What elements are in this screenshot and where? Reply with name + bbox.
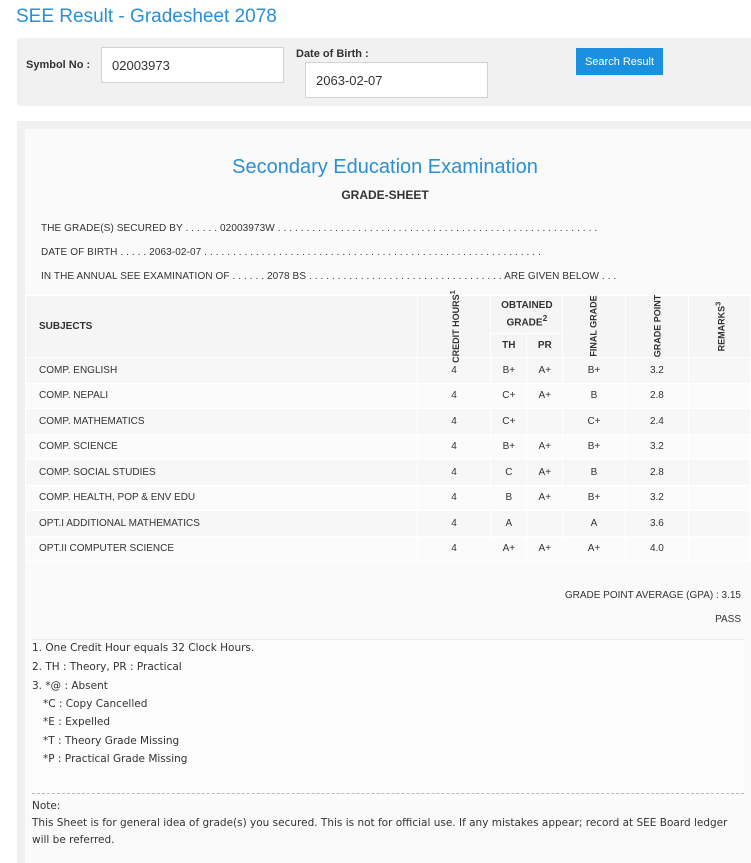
search-panel (17, 38, 751, 106)
remarks-cell (689, 434, 751, 460)
grade-point-cell: 4.0 (625, 536, 689, 562)
credit-cell: 4 (417, 536, 491, 562)
grade-point-header-text: GRADE POINT (651, 294, 662, 358)
table-row (26, 460, 751, 486)
gradesheet (25, 129, 751, 863)
grade-point-header (625, 296, 689, 358)
th-grade-cell: C (491, 460, 527, 486)
remarks-cell (689, 536, 751, 562)
subject-cell: OPT.I ADDITIONAL MATHEMATICS (26, 511, 418, 537)
grade-point-cell: 3.2 (625, 434, 689, 460)
search-result-button[interactable]: Search Result (576, 48, 663, 75)
subject-cell: OPT.II COMPUTER SCIENCE (26, 536, 418, 562)
footnote-copy-cancelled: *C : Copy Cancelled (43, 698, 148, 710)
subject-cell: COMP. MATHEMATICS (26, 409, 418, 435)
pr-grade-cell: A+ (527, 460, 563, 486)
pr-grade-cell: A+ (527, 383, 563, 409)
dob-input[interactable] (305, 62, 488, 98)
grade-point-cell: 2.8 (625, 383, 689, 409)
pr-grade-cell: A+ (527, 358, 563, 384)
subject-cell: COMP. HEALTH, POP & ENV EDU (26, 485, 418, 511)
credit-cell: 4 (417, 511, 491, 537)
table-row (26, 358, 751, 384)
th-grade-cell: B+ (491, 358, 527, 384)
note-title: Note: (32, 800, 61, 812)
subject-cell: COMP. NEPALI (26, 383, 418, 409)
page-title: SEE Result - Gradesheet 2078 (16, 6, 277, 27)
pr-grade-cell (527, 409, 563, 435)
info-line-dob: DATE OF BIRTH . . . . . 2063-02-07 . . . . . . . . . . . . . . . . . . . . . . . . . . . . . . . . . . . . . . . . . . . . . . . . . . . . . . . . . . . (41, 247, 541, 258)
grade-point-cell: 2.4 (625, 409, 689, 435)
footnote-absent: 3. *@ : Absent (32, 680, 108, 692)
remarks-cell (689, 383, 751, 409)
credit-hours-sup: 1 (447, 289, 457, 294)
remarks-cell (689, 409, 751, 435)
th-grade-cell: C+ (491, 409, 527, 435)
info-line-secured-by: THE GRADE(S) SECURED BY . . . . . . 02003973W . . . . . . . . . . . . . . . . . . . . . . . . . . . . . . . . . . . . . . . . . . . . . . . . . . . . . . . . (41, 223, 598, 234)
remarks-cell (689, 460, 751, 486)
grades-table (25, 289, 751, 562)
table-row (26, 409, 751, 435)
th-grade-cell: A+ (491, 536, 527, 562)
final-grade-cell: B+ (563, 358, 625, 384)
credit-cell: 4 (417, 434, 491, 460)
grade-point-cell: 3.2 (625, 485, 689, 511)
th-grade-cell: B+ (491, 434, 527, 460)
final-grade-cell: A+ (563, 536, 625, 562)
pr-grade-cell: A+ (527, 536, 563, 562)
obtained-grade-header-text: OBTAINED GRADE (501, 300, 553, 329)
footnote-expelled: *E : Expelled (43, 716, 111, 728)
final-grade-cell: C+ (563, 409, 625, 435)
remarks-header-text: REMARKS (716, 305, 727, 351)
table-row (26, 383, 751, 409)
info-line-exam: IN THE ANNUAL SEE EXAMINATION OF . . . . . . 2078 BS . . . . . . . . . . . . . . . . . . . . . . . . . . . . . . . . . . ARE GIVEN BELOW . . . (41, 271, 617, 282)
grade-point-cell: 3.2 (625, 358, 689, 384)
final-grade-cell: B+ (563, 434, 625, 460)
symbol-no-input[interactable] (101, 47, 284, 83)
pr-header: PR (527, 334, 563, 358)
final-grade-cell: B+ (563, 485, 625, 511)
symbol-no-label: Symbol No : (26, 59, 91, 71)
credit-cell: 4 (417, 383, 491, 409)
final-grade-header-text: FINAL GRADE (588, 295, 599, 357)
gradesheet-container (17, 121, 751, 863)
th-header: TH (491, 334, 527, 358)
exam-title: Secondary Education Examination (232, 156, 538, 178)
remarks-sup: 3 (713, 301, 723, 306)
footnote-credit-hour: 1. One Credit Hour equals 32 Clock Hours. (32, 642, 255, 654)
remarks-cell (689, 511, 751, 537)
pr-grade-cell (527, 511, 563, 537)
pr-grade-cell: A+ (527, 485, 563, 511)
subject-cell: COMP. SOCIAL STUDIES (26, 460, 418, 486)
grade-point-cell: 3.6 (625, 511, 689, 537)
dob-label: Date of Birth : (296, 48, 369, 60)
credit-hours-header-text: CREDIT HOURS (450, 293, 461, 363)
subjects-header: SUBJECTS (26, 296, 418, 358)
final-grade-header (563, 296, 625, 358)
credit-cell: 4 (417, 358, 491, 384)
grade-point-cell: 2.8 (625, 460, 689, 486)
credit-cell: 4 (417, 485, 491, 511)
footnote-practical-missing: *P : Practical Grade Missing (43, 753, 188, 765)
note-box (32, 793, 744, 849)
gpa-value: GRADE POINT AVERAGE (GPA) : 3.15 (564, 590, 741, 601)
obtained-grade-sup: 2 (542, 313, 548, 324)
final-grade-cell: A (563, 511, 625, 537)
table-row (26, 536, 751, 562)
gradesheet-heading: GRADE-SHEET (341, 188, 429, 202)
remarks-cell (689, 485, 751, 511)
result-status: PASS (715, 614, 741, 625)
obtained-grade-header (491, 296, 563, 334)
footnote-th-pr: 2. TH : Theory, PR : Practical (32, 661, 182, 673)
table-row (26, 485, 751, 511)
credit-hours-header (417, 289, 491, 363)
table-row (26, 434, 751, 460)
credit-cell: 4 (417, 409, 491, 435)
th-grade-cell: C+ (491, 383, 527, 409)
final-grade-cell: B (563, 460, 625, 486)
th-grade-cell: B (491, 485, 527, 511)
final-grade-cell: B (563, 383, 625, 409)
remarks-cell (689, 358, 751, 384)
subject-cell: COMP. ENGLISH (26, 358, 418, 384)
subject-cell: COMP. SCIENCE (26, 434, 418, 460)
remarks-header (689, 296, 751, 358)
footnote-theory-missing: *T : Theory Grade Missing (43, 735, 180, 747)
footnotes (32, 639, 744, 799)
credit-cell: 4 (417, 460, 491, 486)
th-grade-cell: A (491, 511, 527, 537)
note-text: This Sheet is for general idea of grade(s) you secured. This is not for official use. If any mistakes appear; record at SEE Board ledger will be referred. (32, 817, 728, 846)
pr-grade-cell: A+ (527, 434, 563, 460)
table-row (26, 511, 751, 537)
